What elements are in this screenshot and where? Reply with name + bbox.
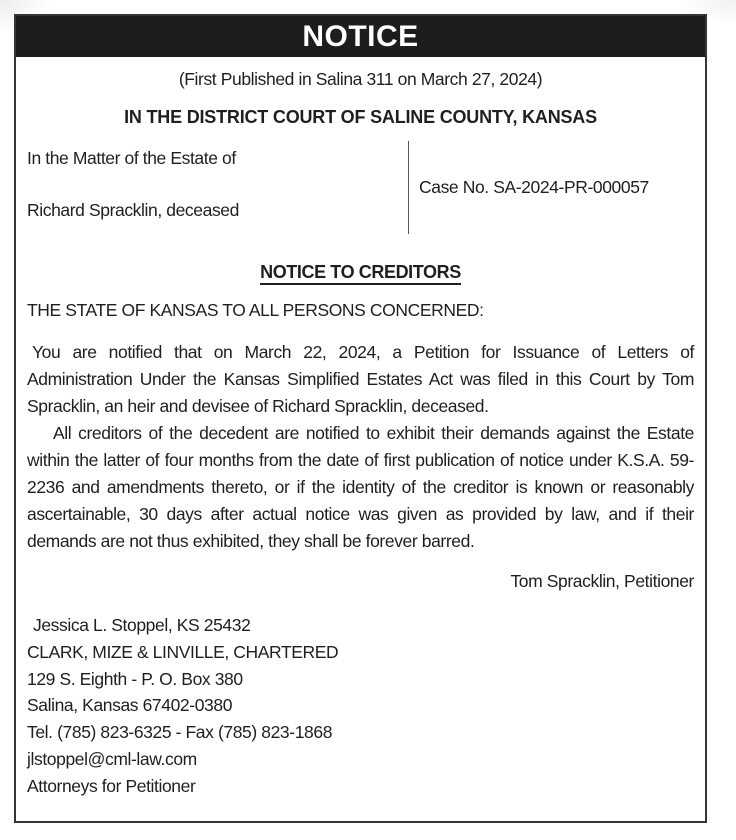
- legal-notice-document: [14, 14, 707, 823]
- court-heading: IN THE DISTRICT COURT OF SALINE COUNTY, KANSAS: [124, 107, 597, 127]
- attorneys-for-petitioner-line: Attorneys for Petitioner: [27, 775, 196, 796]
- email-line: jlstoppel@cml-law.com: [27, 748, 197, 769]
- notice-title: NOTICE: [302, 19, 419, 53]
- case-caption: [27, 141, 694, 234]
- body-paragraph-creditors: All creditors of the decedent are notified to exhibit their demands against the Estate within the latter of four months from the date of first publication of notice under K.S.A. 59-2236 and amendments thereto, or if the identity of the creditor is known or reasonably ascertainable, 30 days after actual notice was given as provided by law, and if their demands are not thus exhibited, they shall be forever barred.: [27, 423, 694, 551]
- attorney-block: [27, 612, 694, 800]
- case-number: Case No. SA-2024-PR-000057: [419, 177, 649, 197]
- petitioner-signature: Tom Spracklin, Petitioner: [510, 571, 694, 591]
- estate-matter-line: In the Matter of the Estate of: [27, 148, 236, 168]
- caption-right-column: [409, 141, 694, 234]
- body-paragraph-petition: You are notified that on March 22, 2024, a Petition for Issuance of Letters of Administration Under the Kansas Simplified Estates Act was filed in this Court by Tom Spracklin, an heir and devisee of Richard Spracklin, deceased.: [27, 342, 694, 416]
- city-state-zip-line: Salina, Kansas 67402-0380: [27, 695, 233, 716]
- notice-to-creditors-heading: [27, 262, 694, 283]
- law-firm-line: CLARK, MIZE & LINVILLE, CHARTERED: [27, 641, 339, 662]
- phone-fax-line: Tel. (785) 823-6325 - Fax (785) 823-1868: [27, 722, 333, 743]
- caption-left-column: [27, 141, 408, 234]
- decedent-name-line: Richard Spracklin, deceased: [27, 200, 239, 220]
- first-published-line: (First Published in Salina 311 on March 27, 2024): [178, 69, 543, 89]
- notice-to-creditors-text: NOTICE TO CREDITORS: [260, 262, 461, 285]
- notice-content: [16, 69, 705, 800]
- attorney-name-line: Jessica L. Stoppel, KS 25432: [33, 615, 251, 635]
- street-address-line: 129 S. Eighth - P. O. Box 380: [27, 668, 243, 689]
- notice-title-bar: [16, 16, 705, 57]
- salutation-line: THE STATE OF KANSAS TO ALL PERSONS CONCERNED:: [27, 300, 484, 320]
